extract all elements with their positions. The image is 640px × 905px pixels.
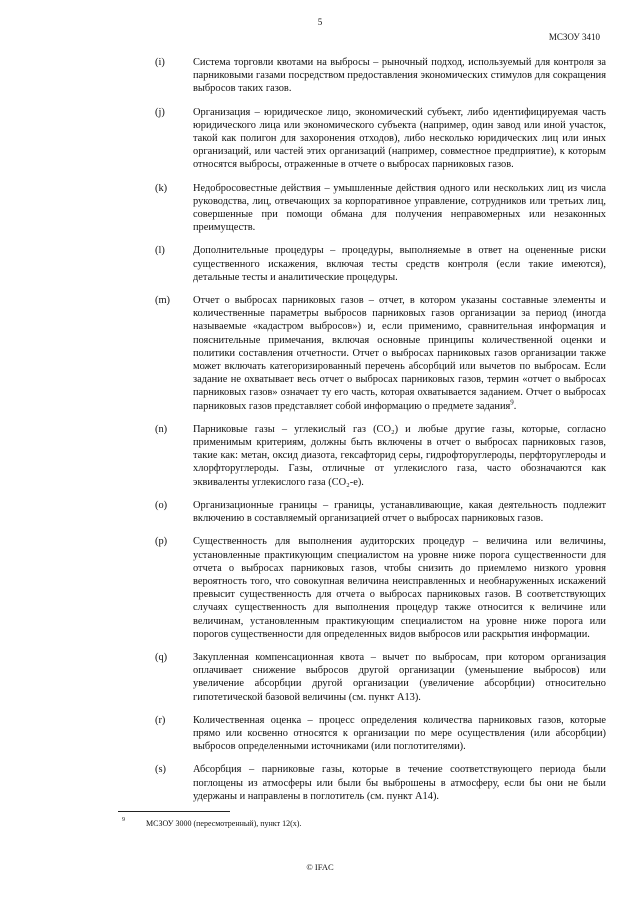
definition-text-end: .: [513, 400, 517, 412]
definition-letter: (m): [155, 295, 171, 307]
definition-text-body: Отчет о выбросах парниковых газов – отчет, в котором указаны составные элементы и количественные параметры выбросов парниковых газов организации за период (иногда называемые «кадастром выбросов») и, если применимо, сравнительная информация и пояснительные примечания, включая основные принципы количественной оценки и политики составления отчетности. Отчет о выбросах парниковых газов организации также может включать категоризированный перечень абсорбций или вычетов по выбросам. Если задание не охватывает весь отчет о выбросах парниковых газов, термин «отчет о выбросах парниковых газов» означает ту его часть, которая охватывается заданием. Отчет о выбросах парниковых газов представляет собой информацию о предмете задания: [193, 295, 606, 412]
definition-letter: (i): [155, 57, 165, 68]
page-number: 5: [317, 17, 323, 27]
definition-item: [155, 499, 606, 525]
definition-item: [155, 763, 606, 803]
document-code: МСЗОУ 3410: [548, 32, 600, 42]
definition-letter: (r): [155, 714, 166, 726]
definition-text: Существенность для выполнения аудиторских процедур – величина или величины, установленные практикующим специалистом на уровне ниже порога существенности для отчета о выбросах парниковых газов, чтобы снизить до приемлемо низкого уровня вероятность того, что совокупная величина неисправленных и необнаруженных искажений превысит существенность для отчета о выбросах парниковых газов. В соответствующих случаях существенность для выполнения процедур также относится к величине или величинам, установленным практикующим специалистом на уровне ниже порога или порогов существенности для определенных видов выбросов или раскрытия информации.: [193, 536, 606, 640]
definition-text: Парниковые газы – углекислый газ (CO₂) и любые другие газы, которые, согласно применимым критериям, должны быть включены в отчет о выбросах парниковых газов, такие как: метан, оксид диазота, гексафторид серы, гидрофторуглероды, перфторуглероды и хлорфторуглероды. Газы, отличные от углекислого газа, часто обозначаются как эквиваленты углекислого газа (CO₂-e).: [193, 423, 606, 488]
definition-text: Организационные границы – границы, устанавливающие, какая деятельность подлежит включению в составляемый организацией отчет о выбросах парниковых газов.: [193, 499, 606, 525]
footnote: [122, 819, 301, 828]
footnote-text: МСЗОУ 3000 (пересмотренный), пункт 12(x).: [146, 819, 302, 828]
definition-text: Недобросовестные действия – умышленные действия одного или нескольких лиц из числа руководства, лиц, отвечающих за корпоративное управление, сотрудников или третьих лиц, совершенные при помощи обмана для получения неправомерных или незаконных преимуществ.: [193, 182, 606, 234]
definition-item: [155, 244, 606, 284]
definitions-list: [155, 56, 606, 813]
definition-text: Закупленная компенсационная квота – вычет по выбросам, при котором организация оплачивает снижение выбросов другой организации (уменьшение выбросов) или увеличение абсорбции другой организации (увеличение абсорбции) относительно гипотетической базовой величины (см. пункт A13).: [193, 651, 606, 703]
definition-text: Организация – юридическое лицо, экономический субъект, либо идентифицируемая часть юридического лица или экономического субъекта (например, один завод или иной участок, такой как полигон для захоронения отходов), либо несколько юридических лиц или иных организаций, или частей этих организаций (например, совместное предприятие), к которым относятся выбросы, отраженные в отчете о выбросах парниковых газов.: [193, 106, 606, 171]
definition-item: [155, 182, 606, 235]
definition-item: [155, 714, 606, 754]
definition-item: [155, 423, 606, 489]
definition-letter: (q): [155, 651, 168, 663]
definition-item: [155, 294, 606, 413]
definition-letter: (l): [155, 245, 165, 257]
definition-item: [155, 106, 606, 172]
definition-item: [155, 651, 606, 704]
footnote-reference[interactable]: 9: [510, 398, 514, 407]
definition-letter: (n): [155, 423, 168, 435]
definition-text: [193, 294, 606, 413]
definition-letter: (s): [155, 764, 166, 776]
definition-text: Количественная оценка – процесс определения количества парниковых газов, которые прямо или косвенно относятся к организации по мере осуществления (или абсорбции) выбросов определенными источниками (или поглотителями).: [193, 714, 606, 753]
definition-item: [155, 56, 606, 96]
definition-item: [155, 535, 606, 641]
definition-letter: (j): [155, 106, 165, 118]
definition-letter: (k): [155, 182, 168, 194]
definition-text: Дополнительные процедуры – процедуры, выполняемые в ответ на оцененные риски существенного искажения, включая тесты средств контроля (если такие имеются), детальные тесты и аналитические процедуры.: [193, 245, 606, 283]
definition-letter: (o): [155, 499, 168, 511]
footnote-divider: [118, 811, 230, 812]
definition-text: Абсорбция – парниковые газы, которые в течение соответствующего периода были поглощены из атмосферы или были бы выброшены в атмосферу, если бы они не были удержаны и направлены в поглотитель (см. пункт A14).: [193, 764, 606, 802]
definition-text: Система торговли квотами на выбросы – рыночный подход, используемый для контроля за парниковыми газами посредством предоставления экономических стимулов для сокращения выбросов таких газов.: [193, 57, 606, 95]
definition-letter: (p): [155, 536, 168, 548]
copyright: © IFAC: [306, 862, 334, 872]
footnote-number: 9: [122, 817, 125, 823]
